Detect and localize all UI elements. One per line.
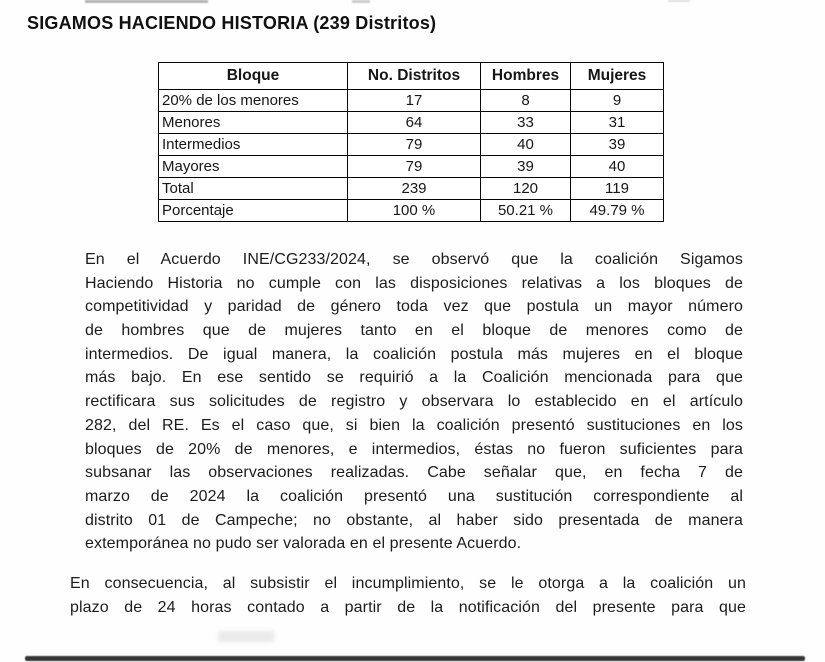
paragraph-line: subsanar las observaciones realizadas. Cabe señalar que, en fecha 7 de (85, 464, 743, 482)
paragraph-consequence (70, 572, 746, 619)
cropped-text-artifact-top (85, 0, 208, 3)
table-cell: 50.21 % (481, 200, 571, 222)
paragraph-line: más bajo. En ese sentido se requirió a la Coalición mencionada para que (85, 369, 743, 387)
paragraph-line: En consecuencia, al subsistir el incumplimiento, se le otorga a la coalición un (70, 575, 746, 592)
table-row (159, 200, 664, 222)
table-header-cell: Bloque (159, 63, 348, 90)
table-cell: 39 (571, 134, 664, 156)
table-cell: 100 % (348, 200, 481, 222)
paragraph-line: plazo de 24 horas contado a partir de la notificación del presente para que (70, 598, 746, 616)
table-cell: 20% de los menores (159, 90, 348, 112)
table-row (159, 134, 664, 156)
table-cell: 31 (571, 112, 664, 134)
paragraph-line: bloques de 20% de menores, e intermedios, éstas no fueron suficientes para (85, 440, 743, 458)
table-cell: Porcentaje (159, 200, 348, 222)
table-cell: 239 (348, 178, 481, 200)
table-cell: 49.79 % (571, 200, 664, 222)
scan-smudge (218, 631, 274, 642)
table-cell: 64 (348, 112, 481, 134)
table-cell: 119 (571, 178, 664, 200)
district-summary-table (158, 62, 664, 222)
table-cell: 9 (571, 90, 664, 112)
paragraph-line: de hombres que de mujeres tanto en el bloque de menores como de (85, 322, 743, 340)
paragraph-line: intermedios. De igual manera, la coalición postula más mujeres en el bloque (85, 345, 743, 363)
table-cell: 79 (348, 156, 481, 178)
table-header-cell: Mujeres (571, 63, 664, 90)
paragraph-line: competitividad y paridad de género toda vez que postula un mayor número (85, 298, 743, 316)
table-cell: Mayores (159, 156, 348, 178)
table-cell: Intermedios (159, 134, 348, 156)
table-cell: Menores (159, 112, 348, 134)
table-row (159, 112, 664, 134)
table-cell: 17 (348, 90, 481, 112)
table-cell: 33 (481, 112, 571, 134)
cropped-text-artifact-top (352, 0, 370, 3)
page-title: SIGAMOS HACIENDO HISTORIA (239 Distritos) (27, 13, 437, 33)
table-row (159, 90, 664, 112)
table-cell: 39 (481, 156, 571, 178)
table-row (159, 178, 664, 200)
paragraph-line: rectificara sus solicitudes de registro y observara lo establecido en el artículo (85, 393, 743, 411)
paragraph-line: 282, del RE. Es el caso que, si bien la coalición presentó sustituciones en los (85, 416, 743, 434)
table-cell: 79 (348, 134, 481, 156)
table-cell: 8 (481, 90, 571, 112)
paragraph-line: En el Acuerdo INE/CG233/2024, se observó que la coalición Sigamos (85, 251, 743, 268)
table-cell: 40 (571, 156, 664, 178)
table-cell: 40 (481, 134, 571, 156)
table-header-cell: No. Distritos (348, 63, 481, 90)
table-header-row (159, 63, 664, 90)
paragraph-observation (85, 248, 743, 556)
table-cell: Total (159, 178, 348, 200)
table-row (159, 156, 664, 178)
cropped-text-artifact-top (668, 0, 690, 2)
cropped-text-artifact-bottom (25, 656, 805, 661)
paragraph-line: Haciendo Historia no cumple con las disposiciones relativas a los bloques de (85, 274, 743, 292)
table-header-cell: Hombres (481, 63, 571, 90)
paragraph-line: marzo de 2024 la coalición presentó una sustitución correspondiente al (85, 487, 743, 505)
paragraph-line: extemporánea no pudo ser valorada en el presente Acuerdo. (85, 535, 522, 553)
paragraph-line: distrito 01 de Campeche; no obstante, al haber sido presentada de manera (85, 511, 743, 529)
table-cell: 120 (481, 178, 571, 200)
